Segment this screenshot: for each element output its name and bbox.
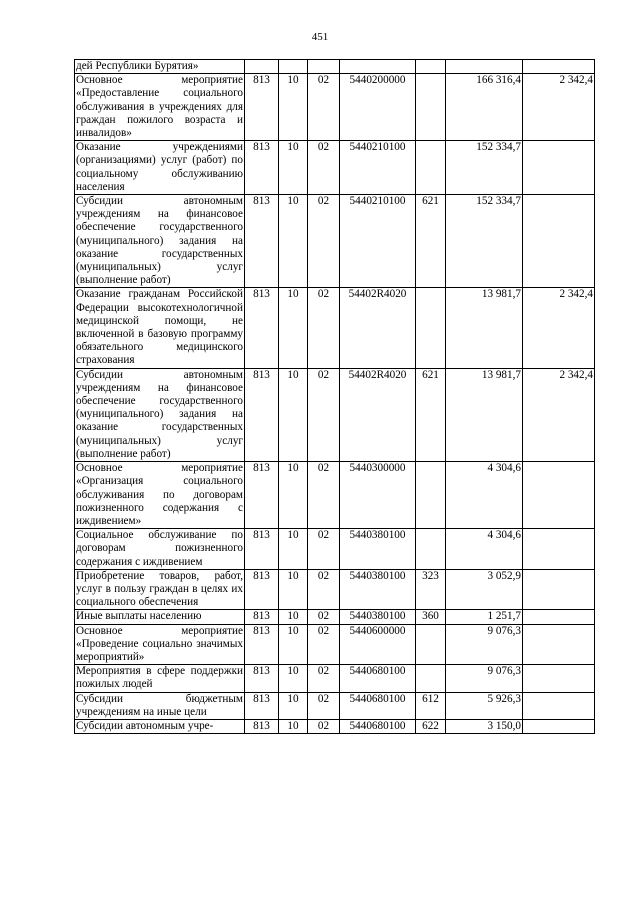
cell-subsection: 02 (308, 368, 340, 461)
cell-amount-federal (523, 529, 595, 570)
cell-amount-federal (523, 60, 595, 74)
cell-target-article: 5440300000 (340, 462, 416, 529)
cell-section: 10 (279, 141, 308, 195)
table-row (75, 141, 595, 195)
cell-amount-federal (523, 692, 595, 719)
cell-section: 10 (279, 368, 308, 461)
cell-expense-type: 612 (416, 692, 446, 719)
cell-section: 10 (279, 529, 308, 570)
cell-expense-type (416, 462, 446, 529)
cell-admin-code: 813 (245, 665, 279, 692)
cell-amount-federal (523, 610, 595, 624)
cell-name: Мероприятия в сфере поддержки пожилых людей (76, 665, 243, 691)
cell-expense-type (416, 624, 446, 665)
cell-expense-type (416, 60, 446, 74)
cell-target-article: 5440680100 (340, 665, 416, 692)
table-row (75, 569, 595, 610)
cell-subsection: 02 (308, 610, 340, 624)
cell-expense-type: 621 (416, 368, 446, 461)
table-row (75, 195, 595, 288)
cell-admin-code: 813 (245, 74, 279, 141)
cell-name: Субсидии автономным учреждениям на финансовое обеспечение государственного (муниципального) задания на оказание государственных (муниципальных) услуг (выполнение работ) (76, 195, 243, 287)
cell-subsection: 02 (308, 665, 340, 692)
cell-target-article: 5440680100 (340, 719, 416, 733)
cell-expense-type: 323 (416, 569, 446, 610)
cell-section: 10 (279, 692, 308, 719)
cell-name: Социальное обслуживание по договорам пожизненного содержания с иждивением (76, 529, 243, 568)
cell-section: 10 (279, 462, 308, 529)
cell-amount: 152 334,7 (446, 141, 523, 195)
table-row (75, 368, 595, 461)
cell-amount-federal (523, 624, 595, 665)
cell-target-article: 5440380100 (340, 569, 416, 610)
cell-amount-federal (523, 141, 595, 195)
table-row (75, 529, 595, 570)
cell-section (279, 60, 308, 74)
cell-section: 10 (279, 719, 308, 733)
cell-name: Основное мероприятие «Предоставление социального обслуживания в учреждениях для граждан пожилого возраста и инвалидов» (76, 74, 243, 140)
cell-expense-type: 621 (416, 195, 446, 288)
budget-table (74, 59, 595, 734)
cell-admin-code: 813 (245, 141, 279, 195)
cell-admin-code: 813 (245, 529, 279, 570)
cell-amount-federal (523, 719, 595, 733)
cell-expense-type (416, 288, 446, 368)
cell-amount-federal (523, 195, 595, 288)
table-row (75, 719, 595, 733)
cell-expense-type: 360 (416, 610, 446, 624)
cell-subsection (308, 60, 340, 74)
cell-amount-federal (523, 569, 595, 610)
cell-subsection: 02 (308, 141, 340, 195)
cell-admin-code: 813 (245, 719, 279, 733)
cell-section: 10 (279, 610, 308, 624)
cell-amount: 3 052,9 (446, 569, 523, 610)
table-row (75, 60, 595, 74)
cell-amount: 13 981,7 (446, 288, 523, 368)
cell-amount: 3 150,0 (446, 719, 523, 733)
cell-subsection: 02 (308, 569, 340, 610)
table-row (75, 665, 595, 692)
cell-subsection: 02 (308, 529, 340, 570)
cell-admin-code: 813 (245, 692, 279, 719)
table-row (75, 624, 595, 665)
cell-target-article: 5440200000 (340, 74, 416, 141)
cell-admin-code (245, 60, 279, 74)
table-row (75, 610, 595, 624)
cell-amount-federal: 2 342,4 (523, 288, 595, 368)
cell-target-article (340, 60, 416, 74)
cell-target-article: 54402R4020 (340, 288, 416, 368)
cell-name: Иные выплаты населению (75, 610, 245, 624)
cell-subsection: 02 (308, 624, 340, 665)
cell-section: 10 (279, 74, 308, 141)
cell-target-article: 5440680100 (340, 692, 416, 719)
cell-subsection: 02 (308, 719, 340, 733)
cell-target-article: 5440380100 (340, 610, 416, 624)
cell-expense-type (416, 141, 446, 195)
cell-name: Субсидии автономным учреждениям на финансовое обеспечение государственного (муниципального) задания на оказание государственных (муниципальных) услуг (выполнение работ) (76, 368, 243, 460)
cell-admin-code: 813 (245, 368, 279, 461)
cell-section: 10 (279, 288, 308, 368)
cell-subsection: 02 (308, 74, 340, 141)
cell-target-article: 5440380100 (340, 529, 416, 570)
cell-amount: 152 334,7 (446, 195, 523, 288)
cell-section: 10 (279, 665, 308, 692)
cell-admin-code: 813 (245, 288, 279, 368)
cell-subsection: 02 (308, 462, 340, 529)
cell-name: Приобретение товаров, работ, услуг в пользу граждан в целях их социального обеспечения (76, 569, 243, 609)
cell-target-article: 54402R4020 (340, 368, 416, 461)
table-row (75, 462, 595, 529)
cell-admin-code: 813 (245, 569, 279, 610)
cell-target-article: 5440210100 (340, 195, 416, 288)
cell-target-article: 5440210100 (340, 141, 416, 195)
cell-amount: 9 076,3 (446, 624, 523, 665)
cell-name: Субсидии бюджетным учреждениям на иные цели (76, 692, 243, 718)
cell-name: Оказание гражданам Российской Федерации высокотехнологичной медицинской помощи, не включенной в базовую программу обязательного медицинского страхования (76, 288, 243, 367)
cell-expense-type: 622 (416, 719, 446, 733)
cell-section: 10 (279, 195, 308, 288)
cell-admin-code: 813 (245, 462, 279, 529)
cell-amount-federal: 2 342,4 (523, 74, 595, 141)
cell-subsection: 02 (308, 692, 340, 719)
cell-amount: 13 981,7 (446, 368, 523, 461)
budget-table-body (75, 60, 595, 734)
cell-amount: 9 076,3 (446, 665, 523, 692)
table-row (75, 692, 595, 719)
cell-amount-federal: 2 342,4 (523, 368, 595, 461)
table-row (75, 74, 595, 141)
cell-expense-type (416, 529, 446, 570)
cell-amount-federal (523, 462, 595, 529)
cell-amount: 1 251,7 (446, 610, 523, 624)
cell-section: 10 (279, 624, 308, 665)
table-row (75, 288, 595, 368)
cell-name: дей Республики Бурятия» (75, 60, 245, 74)
page-number: 451 (311, 31, 329, 43)
cell-subsection: 02 (308, 288, 340, 368)
cell-section: 10 (279, 569, 308, 610)
cell-admin-code: 813 (245, 610, 279, 624)
cell-name: Оказание учреждениями (организациями) услуг (работ) по социальному обслуживанию населения (76, 141, 243, 193)
cell-amount: 4 304,6 (446, 462, 523, 529)
cell-admin-code: 813 (245, 195, 279, 288)
cell-admin-code: 813 (245, 624, 279, 665)
cell-target-article: 5440600000 (340, 624, 416, 665)
cell-amount-federal (523, 665, 595, 692)
cell-expense-type (416, 74, 446, 141)
cell-amount: 166 316,4 (446, 74, 523, 141)
cell-amount: 4 304,6 (446, 529, 523, 570)
cell-amount: 5 926,3 (446, 692, 523, 719)
cell-expense-type (416, 665, 446, 692)
cell-name: Основное мероприятие «Организация социального обслуживания по договорам пожизненного содержания с иждивением» (76, 462, 243, 527)
cell-name: Основное мероприятие «Проведение социально значимых мероприятий» (76, 624, 243, 663)
cell-subsection: 02 (308, 195, 340, 288)
cell-name: Субсидии автономным учре- (75, 719, 245, 733)
cell-amount (446, 60, 523, 74)
